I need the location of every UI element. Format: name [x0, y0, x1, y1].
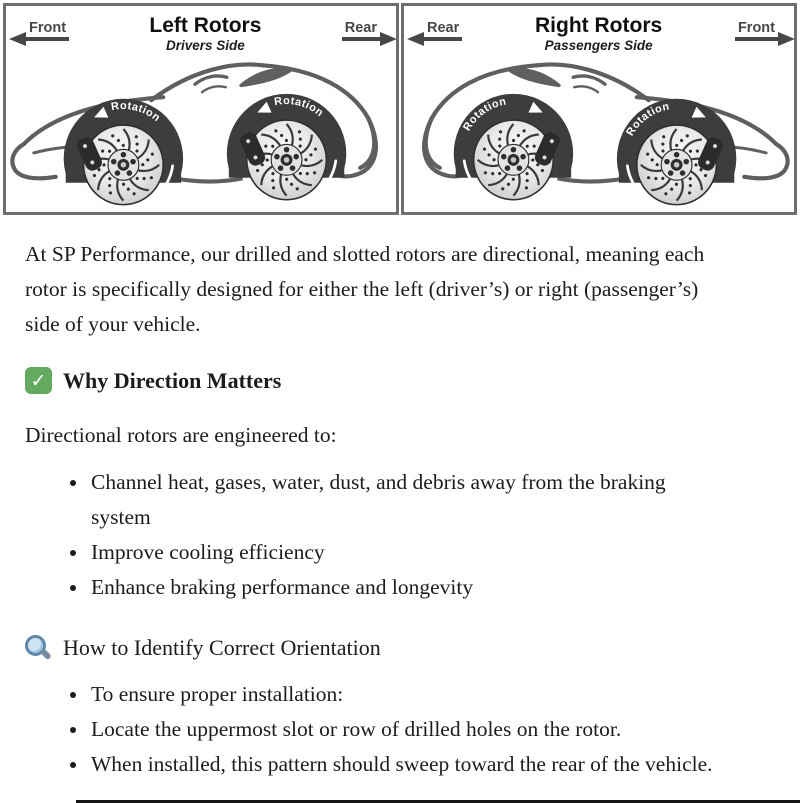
right-panel-subtitle: Passengers Side	[544, 38, 653, 53]
front-label: Front	[29, 20, 67, 36]
list-item: • To ensure proper installation:	[89, 677, 714, 712]
list-item: • Channel heat, gases, water, dust, and debris away from the braking system	[89, 465, 714, 535]
identify-heading-text: How to Identify Correct Orientation	[63, 635, 381, 660]
left-panel-header	[6, 6, 396, 52]
list-item: • When installed, this pattern should sweep toward the rear of the vehicle.	[89, 747, 714, 782]
why-heading-text: Why Direction Matters	[63, 368, 282, 393]
left-rotors-panel	[3, 3, 399, 215]
list-item: • Locate the uppermost slot or row of drilled holes on the rotor.	[89, 712, 714, 747]
magnifier-handle	[39, 649, 51, 661]
left-panel-titles	[149, 15, 261, 53]
list-item: • Improve cooling efficiency	[89, 535, 714, 570]
why-bullet-list	[25, 465, 720, 605]
check-mark-icon: ✓	[25, 367, 52, 394]
left-panel-subtitle: Drivers Side	[165, 38, 245, 53]
right-car-illustration	[404, 54, 794, 208]
front-arrow-label	[26, 20, 69, 41]
right-panel-title: Right Rotors	[535, 14, 663, 37]
rotation-label-front: Rotation	[110, 100, 163, 125]
rotation-label-front: Rotation	[624, 100, 671, 139]
magnifying-glass-icon	[25, 634, 52, 661]
right-panel-header	[404, 6, 794, 52]
front-label: Front	[737, 20, 775, 36]
rotation-label-rear: Rotation	[273, 95, 326, 120]
right-panel-titles	[535, 15, 662, 53]
article-body	[0, 215, 800, 782]
front-arrow-label	[735, 20, 778, 41]
intro-paragraph: At SP Performance, our drilled and slotted rotors are directional, meaning each rotor is specifically designed for either the left (driver’s) or right (passenger’s) side of your vehicle.	[25, 242, 705, 336]
rotation-label-rear: Rotation	[461, 95, 508, 134]
right-rotors-panel	[401, 3, 797, 215]
why-lead-paragraph: Directional rotors are engineered to:	[25, 423, 337, 447]
identify-bullet-list	[25, 677, 720, 782]
why-direction-matters-heading	[25, 363, 720, 398]
left-panel-title: Left Rotors	[149, 14, 262, 37]
identify-orientation-heading	[25, 630, 720, 665]
rear-arrow-label	[342, 20, 380, 41]
left-car-illustration	[6, 54, 396, 208]
rear-arrow-label	[424, 20, 462, 41]
rear-label: Rear	[344, 20, 377, 36]
rear-label: Rear	[427, 20, 460, 36]
list-item: • Enhance braking performance and longevity	[89, 570, 714, 605]
rotor-direction-diagram	[3, 3, 797, 215]
